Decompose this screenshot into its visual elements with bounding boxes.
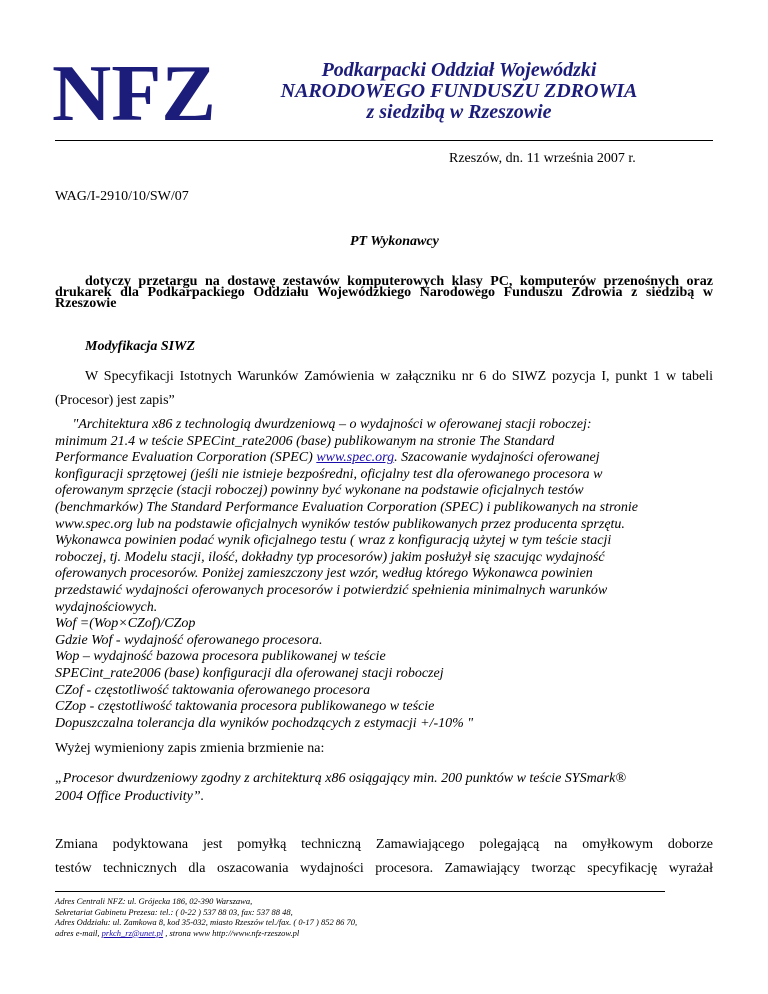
footer-email-label: adres e-mail, xyxy=(55,927,102,938)
org-line-2: NARODOWEGO FUNDUSZU ZDROWIA xyxy=(280,80,638,102)
quote-line-1: "Architektura x86 z technologią dwurdzeniową – o wydajności w oferowanej stacji roboczej: xyxy=(72,417,592,432)
quote-line-3-pre: Performance Evaluation Corporation (SPEC) xyxy=(55,450,317,466)
quote-line: www.spec.org lub na podstawie oficjalnych wyników testów publikowanych przez producenta sprzętu. xyxy=(55,516,625,532)
quote-line: SPECint_rate2006 (base) konfiguracji dla oferowanej stacji roboczej xyxy=(55,665,444,681)
footer-divider xyxy=(55,891,665,892)
logo-text: NFZ xyxy=(52,60,216,122)
quote-line: Gdzie Wof - wydajność oferowanego procesora. xyxy=(55,632,323,648)
footer-line-3: Adres Oddziału: ul. Zamkowa 8, kod 35-032, miasto Rzeszów tel./fax. ( 0-17 ) 852 86 70, xyxy=(55,917,358,927)
quote-line: Wop – wydajność bazowa procesora publikowanej w teście xyxy=(55,649,386,665)
changes-intro: Wyżej wymieniony zapis zmienia brzmienie na: xyxy=(55,741,325,756)
header-divider xyxy=(55,140,713,141)
footer-line-1: Adres Centrali NFZ: ul. Grójecka 186, 02-390 Warszawa, xyxy=(55,896,253,906)
spec-link[interactable]: www.spec.org xyxy=(316,450,395,466)
modification-heading: Modyfikacja SIWZ xyxy=(85,339,196,354)
quote-line: konfiguracji sprzętowej (jeśli nie istnieje bezpośredni, oficjalny test dla oferowanego procesora w xyxy=(55,466,603,482)
quote-line xyxy=(55,417,695,434)
quoted-specification xyxy=(55,417,695,732)
reason-line-1: Zmiana podyktowana jest pomyłką techniczną Zamawiającego polegającą na omyłkowym doborze xyxy=(55,837,713,852)
reason-paragraph xyxy=(55,833,713,881)
org-line-3: z siedzibą w Rzeszowie xyxy=(366,101,552,123)
new-text-line-2: 2004 Office Productivity”. xyxy=(55,789,205,804)
quote-line: Wykonawca powinien podać wynik oficjalnego testu ( wraz z konfiguracją użytej w tym teście stacji xyxy=(55,533,612,549)
reason-line-2: testów technicznych dla oszacowania wydajności procesora. Zamawiający tworząc specyfikację wyrażał xyxy=(55,861,713,876)
org-line-1: Podkarpacki Oddział Wojewódzki xyxy=(321,59,597,81)
intro-paragraph xyxy=(55,365,713,413)
quote-line: CZof - częstotliwość taktowania oferowanego procesora xyxy=(55,682,371,698)
quote-line-2: minimum 21.4 w teście SPECint_rate2006 (base) publikowanym na stronie The Standard xyxy=(55,433,555,449)
footer-line-4 xyxy=(55,928,357,939)
quote-line xyxy=(55,450,695,467)
addressee: PT Wykonawcy xyxy=(350,234,439,249)
reference-number: WAG/I-2910/10/SW/07 xyxy=(55,189,189,204)
quote-line: wydajnościowych. xyxy=(55,599,158,615)
quote-line: oferowanych procesorów. Poniżej zamieszczony jest wzór, według którego Wykonawca powinien xyxy=(55,566,593,582)
new-specification xyxy=(55,770,626,806)
organization-name xyxy=(250,60,668,123)
quote-line: Dopuszczalna tolerancja dla wyników pochodzących z estymacji +/-10% " xyxy=(55,715,474,731)
new-text-line-1: „Procesor dwurdzeniowy zgodny z architekturą x86 osiągający min. 200 punktów w teście SYSmark® xyxy=(55,771,626,786)
footer-website: , strona www http://www.nfz-rzeszow.pl xyxy=(163,927,300,938)
quote-line: roboczej, tj. Modelu stacji, ilość, dokładny typ procesorów) jakim posłużył się szacując wydajność xyxy=(55,549,605,565)
nfz-logo xyxy=(52,60,216,122)
footer-email-link[interactable]: prkch_rz@unet.pl xyxy=(101,927,164,938)
quote-line: (benchmarków) The Standard Performance Evaluation Corporation (SPEC) i publikowanych na stronie xyxy=(55,499,639,515)
subject-line xyxy=(55,276,713,309)
quote-line-3-post: . Szacowanie wydajności oferowanej xyxy=(394,450,600,466)
quote-line: CZop - częstotliwość taktowania procesora publikowanego w teście xyxy=(55,699,435,715)
footer-line-2: Sekretariat Gabinetu Prezesa: tel.: ( 0-22 ) 537 88 03, fax: 537 88 48, xyxy=(55,906,293,917)
letter-date: Rzeszów, dn. 11 września 2007 r. xyxy=(449,151,636,166)
quote-line: przedstawić wydajności oferowanych procesorów i potwierdzić spełnienia minimalnych warunków xyxy=(55,582,608,598)
quote-line: oferowanym sprzęcie (stacji roboczej) powinny być wykonane na podstawie oficjalnych testów xyxy=(55,483,584,499)
footer xyxy=(55,896,357,938)
subject-text: dotyczy przetargu na dostawę zestawów komputerowych klasy PC, komputerów przenośnych oraz drukarek dla Podkarpackiego Oddziału Wojewódzkiego Narodowego Funduszu Zdrowia z siedzibą w Rzeszowie xyxy=(55,274,713,311)
intro-text: W Specyfikacji Istotnych Warunków Zamówienia w załączniku nr 6 do SIWZ pozycja I, punkt 1 w tabeli (Procesor) jest zapis” xyxy=(55,369,713,408)
formula-line: Wof =(Wop×CZof)/CZop xyxy=(55,616,196,632)
